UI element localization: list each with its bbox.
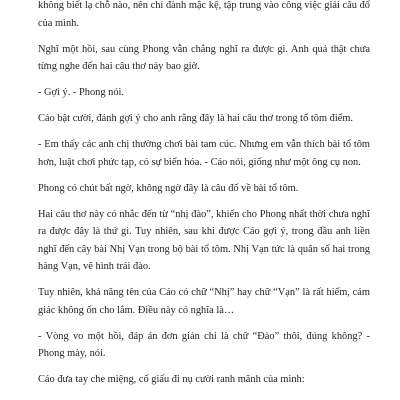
paragraph-8: Tuy nhiên, khả năng tên của Cáo có chữ “Nhị” hay chữ “Vạn” là rất hiếm, cảm giác không ổn cho lắm. Điều này có nghĩa là… bbox=[38, 287, 370, 316]
paragraph-2: Nghĩ một hồi, sau cùng Phong vẫn chẳng nghĩ ra được gì. Anh quả thật chưa từng nghe đến hai câu thơ này bao giờ. bbox=[38, 43, 370, 72]
paragraph-6: Phong có chút bất ngờ, không ngờ đây là câu đố về bài tổ tôm. bbox=[38, 182, 299, 194]
paragraph-3: - Gợi ý. - Phong nói. bbox=[38, 87, 125, 98]
paragraph-7: Hai câu thơ này có nhắc đến từ “nhị đào”, khiến cho Phong nhất thời chưa nghĩ ra được đây là thứ gì. Tuy nhiên, sau khi được Cáo gợi ý, trong đầu anh liền nghĩ đến cây bài Nhị Vạn trong bộ bài tổ tôm. Nhị Vạn tức là quân số hai trong hàng Vạn, vẽ hình trái đào. bbox=[38, 208, 370, 272]
paragraph-5: - Em thấy các anh chị thường chơi bài tam cúc. Nhưng em vẫn thích bài tổ tôm hơn, luật chơi phức tạp, có sự biến hóa. - Cáo nói, giống như một ông cụ non. bbox=[38, 139, 370, 168]
paragraph-9: - Vòng vo một hồi, đáp án đơn giản chỉ là chữ “Đào” thôi, đúng không? - Phong mày, nói. bbox=[38, 330, 370, 359]
paragraph-4: Cáo bật cười, đánh gợi ý cho anh rằng đây là hai câu thơ trong tổ tôm điếm. bbox=[38, 113, 353, 124]
book-page bbox=[38, 0, 370, 400]
paragraph-1: không biết lạ chỗ nào, nên chỉ đành mặc kệ, tập trung vào công việc giải câu đố của mình. bbox=[38, 0, 370, 29]
paragraph-10: Cáo đưa tay che miệng, cố giấu đi nụ cười ranh mãnh của mình: bbox=[38, 374, 305, 385]
